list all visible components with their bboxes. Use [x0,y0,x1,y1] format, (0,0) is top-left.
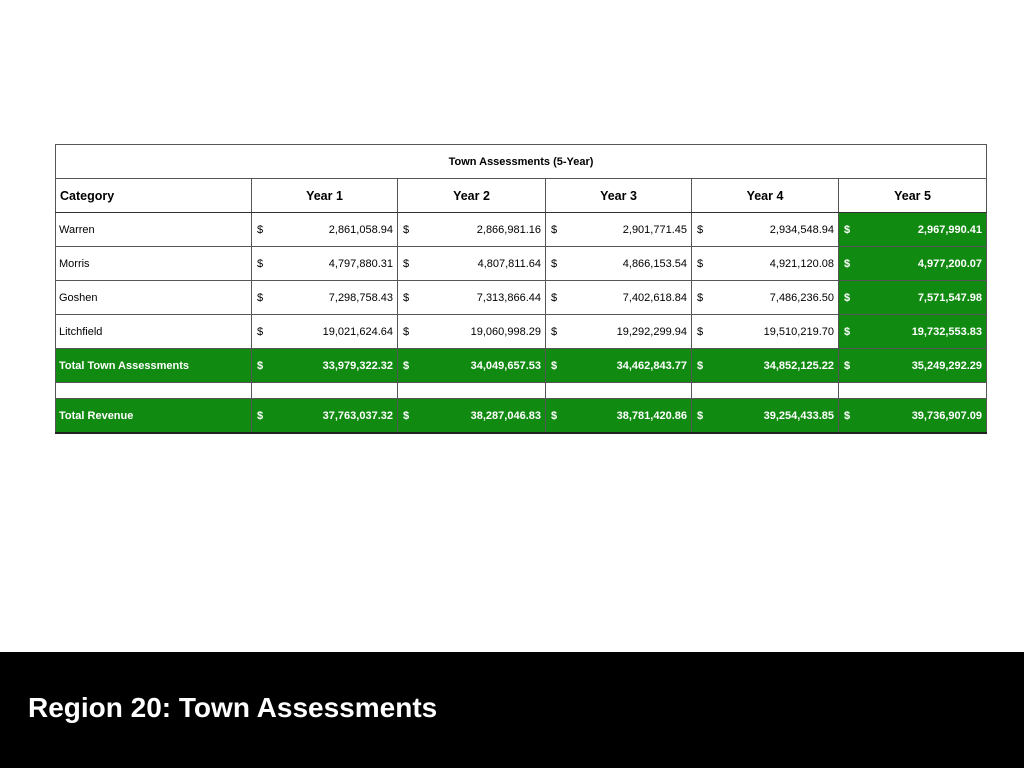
value-cell [546,281,692,315]
value-amount: 34,462,843.77 [616,359,687,372]
value-amount: 38,781,420.86 [616,409,687,422]
currency-symbol: $ [551,257,558,270]
currency-symbol: $ [844,291,851,304]
value-cell [546,399,692,434]
value-amount: 35,249,292.29 [911,359,983,372]
value-amount: 38,287,046.83 [470,409,541,422]
value-amount: 4,921,120.08 [769,257,834,270]
empty-cell [252,383,398,399]
value-amount: 19,292,299.94 [616,325,687,338]
value-cell [692,213,839,247]
currency-symbol: $ [697,325,704,338]
value-cell [839,315,987,349]
value-cell [398,247,546,281]
column-header-year-4: Year 4 [692,179,839,213]
value-cell [398,349,546,383]
value-amount: 33,979,322.32 [322,359,393,372]
currency-symbol: $ [697,257,704,270]
currency-symbol: $ [844,409,851,422]
value-cell [839,281,987,315]
value-amount: 7,402,618.84 [622,291,687,304]
currency-symbol: $ [551,359,558,372]
slide-title: Region 20: Town Assessments [28,692,438,723]
value-amount: 7,298,758.43 [328,291,393,304]
value-amount: 34,049,657.53 [470,359,541,372]
value-amount: 39,736,907.09 [911,409,983,422]
currency-symbol: $ [551,291,558,304]
assessment-table-container [55,144,986,434]
value-cell [692,247,839,281]
currency-symbol: $ [403,257,410,270]
currency-symbol: $ [551,409,558,422]
currency-symbol: $ [697,223,704,236]
row-label: Total Town Assessments [56,349,252,383]
currency-symbol: $ [551,325,558,338]
empty-cell [56,383,252,399]
value-amount: 19,732,553.83 [911,325,983,338]
value-amount: 2,901,771.45 [622,223,687,236]
currency-symbol: $ [551,223,558,236]
value-amount: 4,797,880.31 [328,257,393,270]
currency-symbol: $ [403,291,410,304]
currency-symbol: $ [403,359,410,372]
currency-symbol: $ [257,291,264,304]
table-row [56,213,987,247]
value-amount: 4,866,153.54 [622,257,687,270]
value-amount: 4,977,200.07 [917,257,983,270]
value-cell [252,247,398,281]
value-cell [398,213,546,247]
row-label: Morris [56,247,252,281]
value-cell [692,349,839,383]
spacer-row [56,383,987,399]
row-label: Litchfield [56,315,252,349]
value-cell [398,281,546,315]
table-row [56,399,987,434]
value-cell [692,399,839,434]
assessment-table [55,144,987,434]
table-row [56,315,987,349]
currency-symbol: $ [257,359,264,372]
value-cell [252,349,398,383]
value-amount: 4,807,811.64 [477,257,541,270]
town-rows [56,213,987,434]
column-header-category: Category [56,179,252,213]
value-amount: 19,021,624.64 [322,325,393,338]
value-cell [839,247,987,281]
currency-symbol: $ [403,223,410,236]
row-label: Goshen [56,281,252,315]
value-cell [398,399,546,434]
currency-symbol: $ [257,409,264,422]
empty-cell [546,383,692,399]
table-row [56,349,987,383]
value-cell [839,399,987,434]
value-cell [252,213,398,247]
empty-cell [839,383,987,399]
value-amount: 2,866,981.16 [476,223,541,236]
value-amount: 37,763,037.32 [322,409,393,422]
value-cell [546,213,692,247]
currency-symbol: $ [844,359,851,372]
currency-symbol: $ [697,291,704,304]
value-amount: 2,967,990.41 [917,223,983,236]
value-amount: 7,571,547.98 [917,291,983,304]
currency-symbol: $ [844,257,851,270]
currency-symbol: $ [697,409,704,422]
empty-cell [692,383,839,399]
table-header-row [56,179,987,213]
currency-symbol: $ [844,223,851,236]
value-cell [692,315,839,349]
currency-symbol: $ [697,359,704,372]
row-label: Total Revenue [56,399,252,434]
currency-symbol: $ [257,257,264,270]
currency-symbol: $ [403,325,410,338]
value-cell [546,315,692,349]
currency-symbol: $ [257,325,264,338]
currency-symbol: $ [844,325,851,338]
empty-cell [398,383,546,399]
value-amount: 19,510,219.70 [763,325,834,338]
currency-symbol: $ [257,223,264,236]
value-cell [839,213,987,247]
column-header-year-3: Year 3 [546,179,692,213]
currency-symbol: $ [403,409,410,422]
value-amount: 19,060,998.29 [470,325,541,338]
column-header-year-1: Year 1 [252,179,398,213]
table-row [56,281,987,315]
value-amount: 2,934,548.94 [769,223,834,236]
value-cell [839,349,987,383]
table-row [56,247,987,281]
column-header-year-2: Year 2 [398,179,546,213]
value-amount: 34,852,125.22 [763,359,834,372]
column-header-year-5: Year 5 [839,179,987,213]
value-cell [398,315,546,349]
value-cell [252,315,398,349]
value-amount: 39,254,433.85 [763,409,834,422]
footer-bar [0,652,1024,768]
table-title-row [56,145,987,179]
value-amount: 7,486,236.50 [769,291,834,304]
value-cell [546,349,692,383]
table-title: Town Assessments (5-Year) [56,145,987,179]
value-cell [252,281,398,315]
value-cell [252,399,398,434]
value-amount: 7,313,866.44 [476,291,541,304]
value-cell [692,281,839,315]
row-label: Warren [56,213,252,247]
value-amount: 2,861,058.94 [328,223,393,236]
value-cell [546,247,692,281]
